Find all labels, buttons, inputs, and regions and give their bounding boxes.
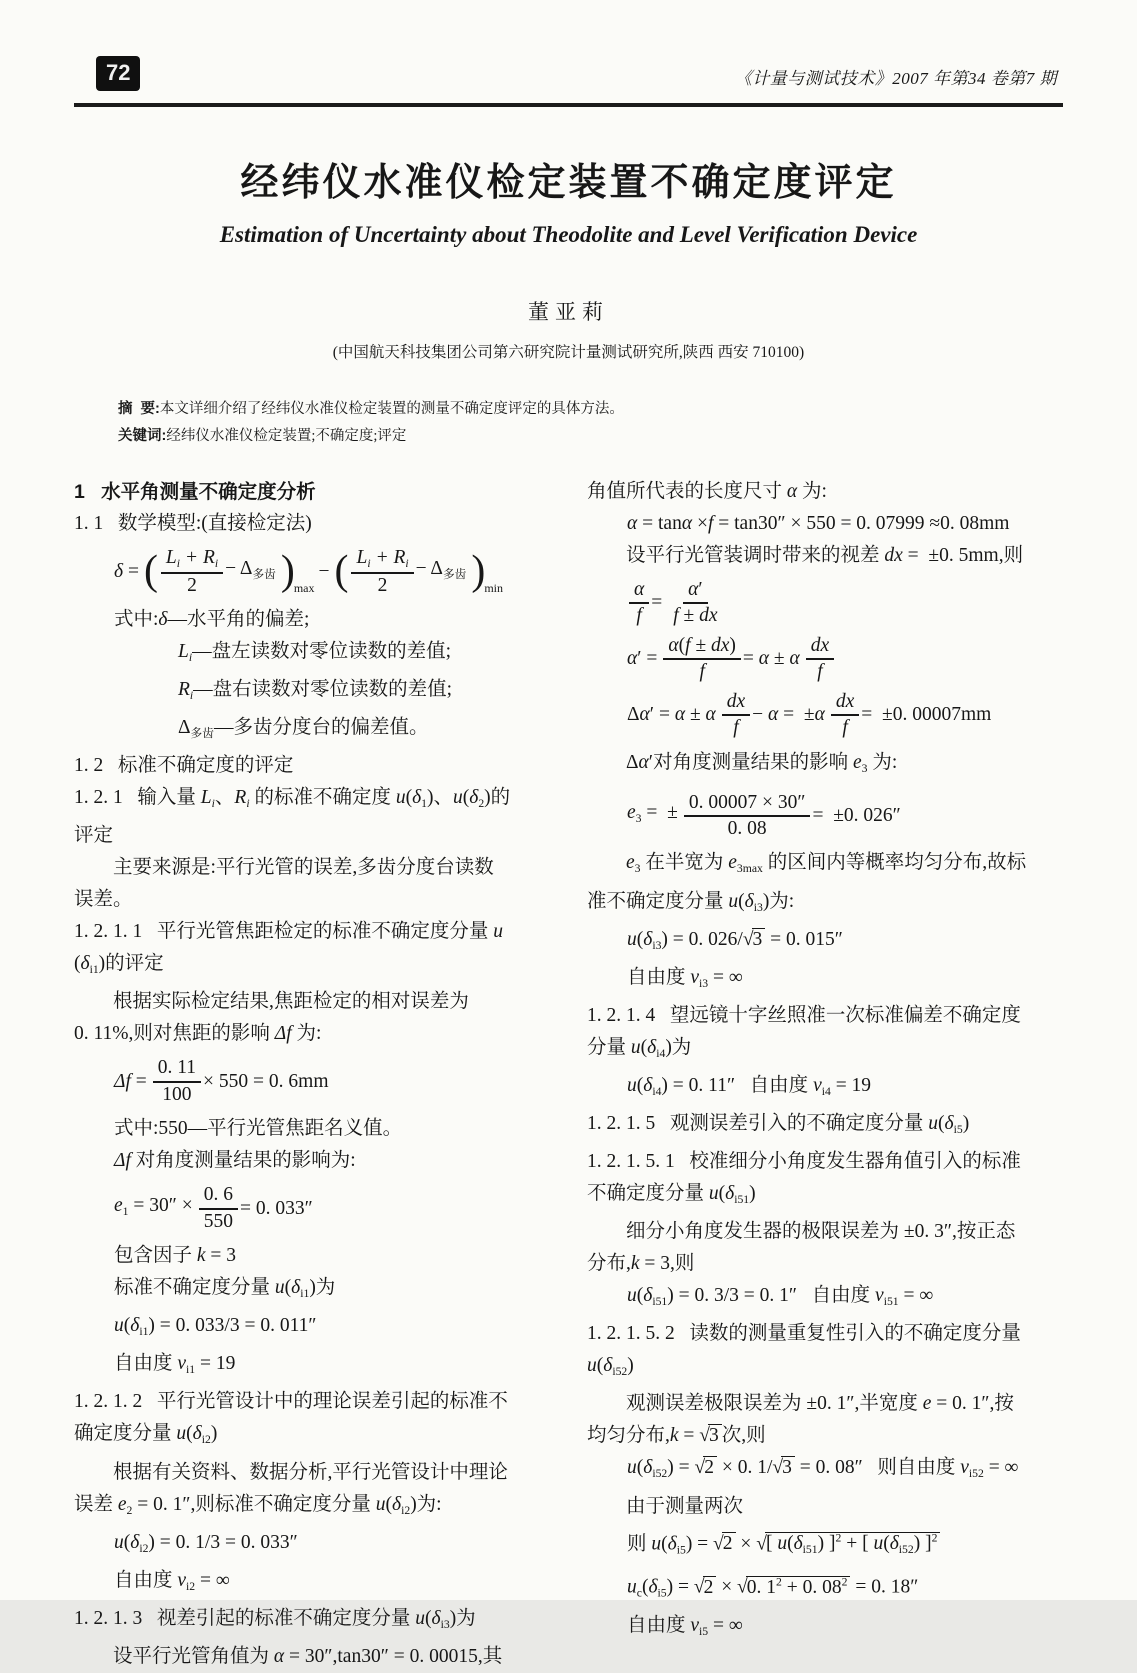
paragraph: Δf 对角度测量结果的影响为:	[114, 1150, 356, 1172]
denominator: 100	[162, 1083, 192, 1105]
formula-term: α′ =	[627, 648, 658, 670]
paragraph: 观测误差极限误差为 ±0. 1″,半宽度 e = 0. 1″,按	[626, 1393, 1014, 1415]
formula-term: = ±0. 026″	[812, 805, 901, 827]
paragraph: 主要来源是:平行光管的误差,多齿分度台读数	[113, 857, 494, 879]
denominator: 2	[377, 574, 388, 596]
formula-delta	[114, 547, 549, 597]
fraction	[722, 691, 750, 740]
formula-term: $e_3$ = ±	[627, 802, 678, 826]
numerator: dx	[806, 635, 834, 660]
numerator: α	[629, 579, 649, 604]
denominator: f	[636, 605, 642, 627]
left-column	[74, 476, 549, 1673]
keywords-label: 关键词:	[118, 428, 167, 444]
paragraph: 误差 $e_2 = 0$. 1″,则标准不确定度分量 $u(\delta_{i2})$为:	[74, 1493, 442, 1517]
denominator: f	[699, 661, 705, 683]
paragraph: 均匀分布,k = √3 次,则	[587, 1425, 766, 1447]
formula-term: δ =	[114, 560, 139, 582]
open-paren: (	[143, 548, 158, 595]
denominator: f	[842, 717, 848, 739]
fraction	[684, 792, 811, 841]
heading-1-2-1-5-2: 1. 2. 1. 5. 2 读数的测量重复性引入的不确定度分量	[587, 1323, 1021, 1345]
formula-term: = 0. 033″	[240, 1197, 313, 1219]
paragraph: 由于测量两次	[626, 1495, 744, 1517]
heading-1-2-1-2: 1. 2. 1. 2 平行光管设计中的理论误差引起的标准不	[74, 1391, 508, 1413]
denominator: 550	[203, 1210, 233, 1232]
formula-line: 自由度 $v_{i2}$ = ∞	[114, 1569, 230, 1593]
paragraph: $e_3$ 在半宽为 $e_{3max}$ 的区间内等概率均匀分布,故标	[626, 852, 1027, 876]
fraction	[153, 1057, 201, 1106]
author-name: 董亚莉	[528, 300, 609, 324]
fraction	[831, 691, 859, 740]
abstract-block	[118, 396, 1041, 450]
formula-line: $u(\delta_{i2}) = 0$. 1/3 = 0. 033″	[114, 1531, 298, 1555]
author-affiliation: (中国航天科技集团公司第六研究院计量测试研究所,陕西 西安 710100)	[332, 344, 805, 361]
keywords-line	[118, 423, 1041, 450]
keywords-text: 经纬仪水准仪检定装置;不确定度;评定	[166, 428, 407, 444]
paragraph: 0. 11%,则对焦距的影响 Δf 为:	[74, 1023, 322, 1045]
where-clause: $\Delta_{多齿}—$多齿分度台的偏差值。	[178, 717, 429, 741]
formula-term: = α ± α	[742, 648, 800, 670]
formula-term: $e_1 = 30''$ ×	[114, 1194, 193, 1218]
header-rule	[74, 103, 1063, 107]
heading-1-1: 1. 1 数学模型:(直接检定法)	[74, 513, 312, 534]
formula-ratio	[627, 579, 1062, 628]
formula-term: =	[651, 592, 663, 614]
paragraph: 式中:550—平行光管焦距名义值。	[114, 1118, 403, 1140]
page-header	[0, 0, 1137, 91]
fraction	[161, 547, 223, 597]
heading-1-2-1-5-1-cont: 不确定度分量 $u(\delta_{i51})$	[587, 1183, 756, 1207]
heading-1-2-1-4-cont: 分量 $u(\delta_{i4})$为	[587, 1036, 692, 1060]
formula-delta-alpha	[627, 691, 1062, 740]
paragraph: 根据有关资料、数据分析,平行光管设计中理论	[113, 1461, 508, 1483]
formula-line: $u(\delta_{i3}) = 0$. 026/√3 = 0. 015″	[627, 928, 843, 952]
numerator: $L_i + R_i$	[351, 547, 413, 574]
numerator: dx	[722, 691, 750, 716]
close-paren: )	[280, 548, 295, 595]
open-paren: (	[334, 548, 349, 595]
formula-line: 自由度 $v_{i1} = 19$	[114, 1353, 236, 1377]
fraction	[668, 579, 722, 628]
formula-alpha-prime	[627, 635, 1062, 684]
where-clause: $R_i—$盘右读数对零位读数的差值;	[178, 679, 453, 703]
heading-1-2-1-5-1: 1. 2. 1. 5. 1 校准细分小角度发生器角值引入的标准	[587, 1151, 1021, 1173]
fraction	[199, 1184, 238, 1233]
fraction	[629, 579, 649, 628]
numerator: α(f ± dx)	[663, 635, 741, 660]
formula-term: Δf =	[114, 1070, 147, 1092]
paper-title-zh: 经纬仪水准仪检定装置不确定度评定	[240, 162, 897, 204]
formula-e3	[627, 792, 1062, 841]
abstract-line	[118, 396, 1041, 423]
paragraph: 标准不确定度分量 $u(\delta_{i1})$为	[114, 1277, 336, 1301]
heading-1-2-1-3: 1. 2. 1. 3 视差引起的标准不确定度分量 $u(\delta_{i3})$为	[74, 1607, 476, 1631]
numerator: 0. 11	[153, 1057, 201, 1082]
two-column-body	[74, 476, 1137, 1673]
denominator: f ± dx	[673, 605, 718, 627]
heading-1-2-1-1: 1. 2. 1. 1 平行光管焦距检定的标准不确定度分量 u	[74, 921, 504, 943]
paragraph: 设平行光管角值为 α = 30″,tan30″ = 0. 00015,其	[113, 1645, 503, 1667]
denominator: 0. 08	[727, 818, 767, 840]
denominator: f	[817, 661, 823, 683]
paper-title-en: Estimation of Uncertainty about Theodolite and Level Verification Device	[219, 222, 918, 247]
formula-line: $u(\delta_{i51}) = 0$. 3/3 = 0. 1″ 自由度 $v_{i51}$ = ∞	[627, 1285, 934, 1309]
heading-1-2: 1. 2 标准不确定度的评定	[74, 755, 294, 777]
formula-term: = ±0. 00007mm	[861, 704, 992, 726]
paragraph: 包含因子 k = 3	[114, 1245, 237, 1267]
heading-1: 1 水平角测量不确定度分析	[74, 481, 316, 503]
numerator: 0. 00007 × 30″	[684, 792, 811, 817]
paragraph: 角值所代表的长度尺寸 α 为:	[587, 481, 827, 502]
numerator: α′	[683, 579, 708, 604]
paragraph: 分布,k = 3,则	[587, 1253, 695, 1275]
formula-line: 自由度 $v_{i5}$ = ∞	[627, 1614, 743, 1638]
formula-delta-f	[114, 1057, 549, 1106]
denominator: 2	[187, 574, 197, 596]
abstract-text: 本文详细介绍了经纬仪水准仪检定装置的测量不确定度评定的具体方法。	[159, 401, 624, 417]
numerator: dx	[831, 691, 859, 716]
numerator: $L_i + R_i$	[161, 547, 223, 574]
journal-header: 《计量与测试技术》2007 年第34 卷第7 期	[734, 69, 1057, 88]
formula-term: − $\Delta_{多齿}$	[415, 557, 467, 582]
paragraph: Δα′对角度测量结果的影响 $e_3$ 为:	[626, 751, 898, 775]
heading-1-2-1-1-cont: $(\delta_{i1})$的评定	[74, 953, 164, 977]
formula-e1	[114, 1184, 549, 1233]
formula-term: −	[318, 560, 330, 582]
subscript-max: max	[293, 580, 315, 595]
formula-line: $u(\delta_{i1}) = 0$. 033/3 = 0. 011″	[114, 1315, 317, 1339]
abstract-label: 摘 要:	[118, 401, 160, 417]
formula-line: 自由度 $v_{i3}$ = ∞	[627, 966, 743, 990]
heading-1-2-1-5-2-cont: $u(\delta_{i52})$	[587, 1355, 634, 1379]
close-paren: )	[471, 548, 486, 595]
fraction	[663, 635, 741, 684]
where-clause: $L_i—$盘左读数对零位读数的差值;	[178, 640, 452, 665]
where-clause: 式中:δ—水平角的偏差;	[114, 608, 310, 630]
formula-term: Δα′ = α ± α	[627, 704, 716, 726]
heading-1-2-1-2-cont: 确定度分量 $u(\delta_{i2})$	[74, 1423, 218, 1447]
heading-1-2-1-5: 1. 2. 1. 5 观测误差引入的不确定度分量 $u(\delta_{i5})$	[587, 1113, 970, 1137]
heading-1-2-1-cont: 评定	[74, 825, 114, 847]
formula-line: 则 $u(\delta_{i5}) = √2$ × √[ $u(\delta_{i51}) ]^2$ + [ $u(\delta_{i52})$ ]$^2$	[627, 1523, 1062, 1567]
formula-line: α = tanα ×f = tan30″ × 550 = 0. 07999 ≈0. 08mm	[627, 513, 1010, 534]
paragraph: 误差。	[74, 889, 133, 911]
formula-term: − $\Delta_{多齿}$	[225, 557, 276, 582]
paragraph: 根据实际检定结果,焦距检定的相对误差为	[113, 991, 469, 1013]
subscript-min: min	[484, 580, 504, 595]
heading-1-2-1-4: 1. 2. 1. 4 望远镜十字丝照准一次标准偏差不确定度	[587, 1004, 1021, 1026]
formula-line: $u(\delta_{i52}) = √2 \times 0$. 1/√3 = 0. 08″ 则自由度 $v_{i52}$ = ∞	[627, 1457, 1019, 1481]
formula-term: × 550 = 0. 6mm	[203, 1070, 329, 1092]
right-column	[587, 476, 1062, 1673]
paragraph: 准不确定度分量 $u(\delta_{i3})$为:	[587, 890, 795, 914]
formula-line: $u_c(\delta_{i5}) = √2 \times √0$. $1^2 + 0$. $08^2 = 0$. 18″	[627, 1575, 919, 1600]
fraction	[351, 547, 413, 597]
denominator: f	[733, 717, 739, 739]
paragraph: 设平行光管装调时带来的视差 dx = ±0. 5mm,则	[626, 545, 1024, 566]
heading-1-2-1: 1. 2. 1 输入量 $L_i$、$R_i$ 的标准不确定度 $u(\delta_1)$、$u(\delta_2)$的	[74, 787, 511, 811]
fraction	[806, 635, 834, 684]
formula-term: − α = ±α	[752, 704, 825, 726]
formula-line: $u(\delta_{i4}) = 0$. 11″ 自由度 $v_{i4} = 19$	[627, 1074, 872, 1099]
numerator: 0. 6	[199, 1184, 238, 1209]
page-number-badge: 72	[96, 56, 140, 91]
paragraph: 细分小角度发生器的极限误差为 ±0. 3″,按正态	[626, 1221, 1016, 1243]
